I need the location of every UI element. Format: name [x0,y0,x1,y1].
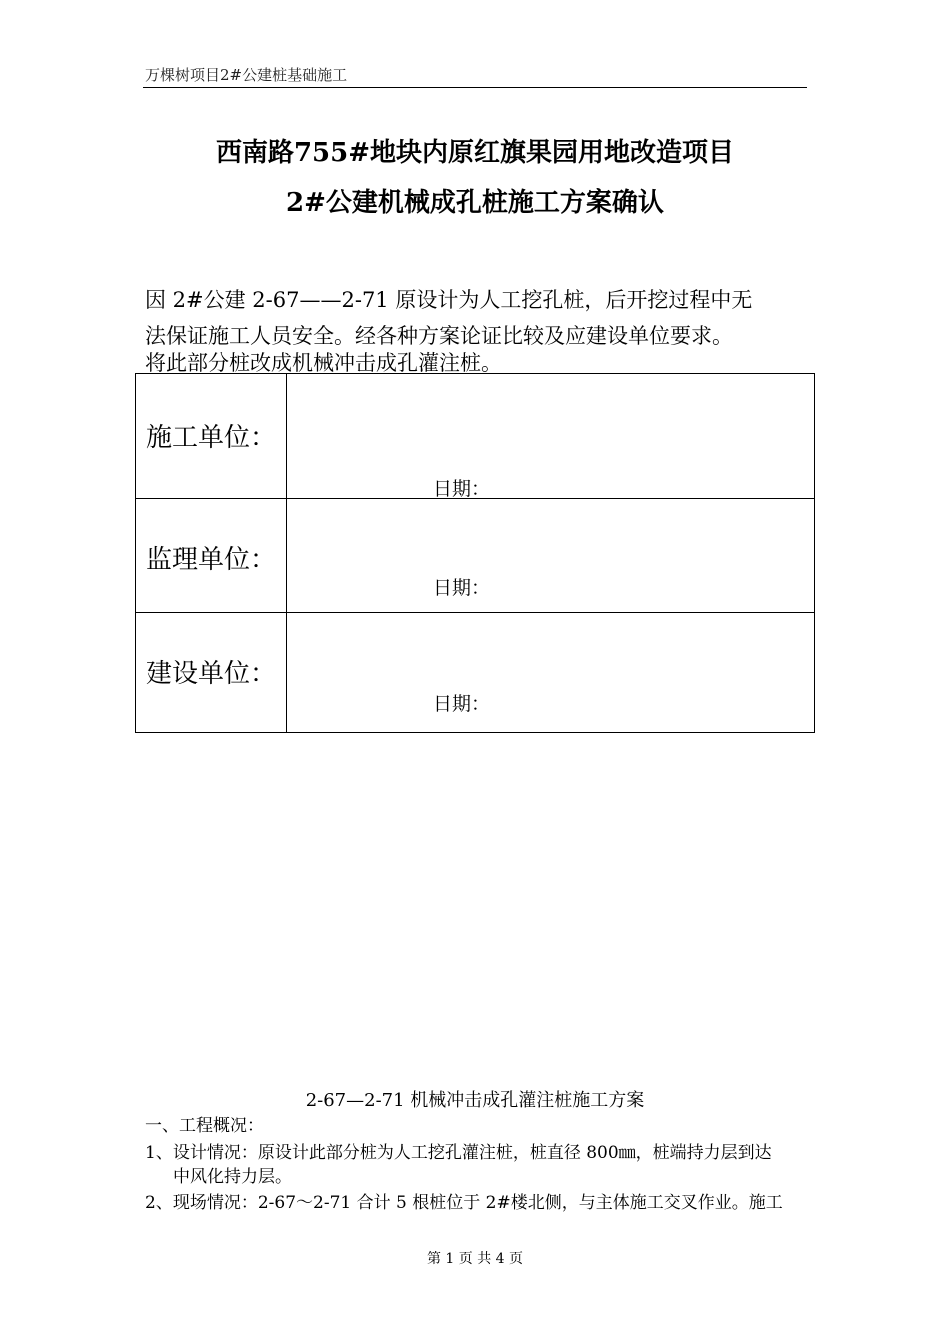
section-heading: 一、工程概况： [145,1116,264,1136]
section-title: 2-67—2-71 机械冲击成孔灌注桩施工方案 [305,1090,645,1111]
date-label: 日期： [433,693,491,715]
label-cell [136,374,287,499]
owner-unit-label: 建设单位： [146,659,277,689]
table-row [136,613,815,733]
signature-cell [287,613,815,733]
document-title-line1: 西南路755#地块内原红旗果园用地改造项目 [215,138,735,168]
signature-cell [287,374,815,499]
table-row [136,374,815,499]
design-item-line1: 1、设计情况：原设计此部分桩为人工挖孔灌注桩，桩直径 800㎜，桩端持力层到达 [145,1143,772,1163]
document-title-line2: 2#公建机械成孔桩施工方案确认 [286,188,664,218]
signature-table [135,373,815,733]
supervision-unit-label: 监理单位： [146,545,277,575]
header-text: 万棵树项目2#公建桩基础施工 [145,66,348,84]
date-label: 日期： [433,478,491,500]
page-number-footer: 第 1 页 共 4 页 [426,1251,524,1267]
intro-paragraph-line2: 法保证施工人员安全。经各种方案论证比较及应建设单位要求。 [145,324,733,348]
design-item-line2: 中风化持力层。 [173,1167,292,1187]
label-cell [136,499,287,613]
site-item-line1: 2、现场情况：2-67～2-71 合计 5 根桩位于 2#楼北侧，与主体施工交叉作业。施工 [145,1193,783,1213]
intro-paragraph-line3: 将此部分桩改成机械冲击成孔灌注桩。 [145,351,502,375]
table-row [136,499,815,613]
construction-unit-label: 施工单位： [146,423,277,453]
signature-cell [287,499,815,613]
label-cell [136,613,287,733]
date-label: 日期： [433,577,491,599]
header-divider [143,87,807,88]
intro-paragraph-line1: 因 2#公建 2-67——2-71 原设计为人工挖孔桩，后开挖过程中无 [145,288,753,312]
